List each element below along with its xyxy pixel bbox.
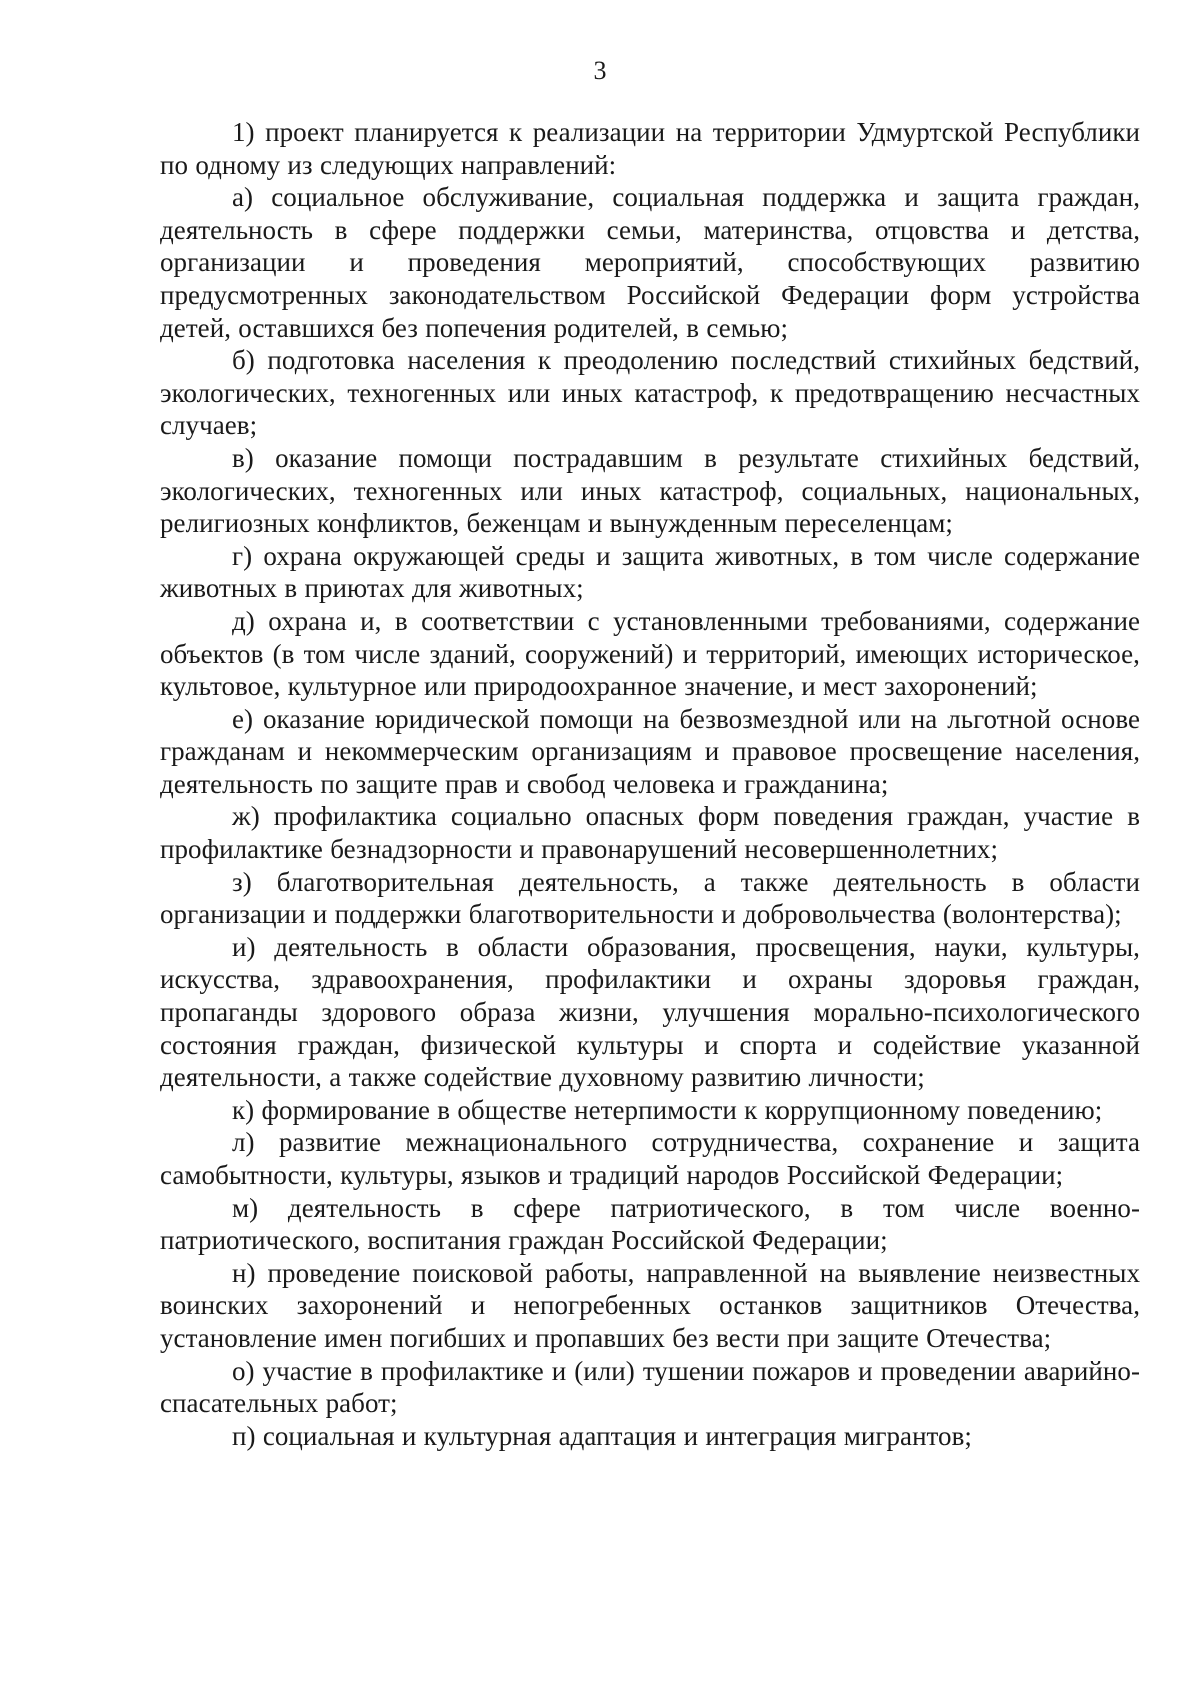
document-body	[160, 116, 1140, 1452]
list-item-b: б) подготовка населения к преодолению последствий стихийных бедствий, экологических, техногенных или иных катастроф, к предотвращению несчастных случаев;	[160, 345, 1140, 441]
list-item-k: к) формирование в обществе нетерпимости к коррупционному поведению;	[232, 1094, 1103, 1125]
page-number: 3	[593, 56, 607, 85]
list-item-p: п) социальная и культурная адаптация и интеграция мигрантов;	[232, 1420, 972, 1451]
list-item-e: е) оказание юридической помощи на безвозмездной или на льготной основе гражданам и некоммерческим организациям и правовое просвещение населения, деятельность по защите прав и свобод человека и гражданина;	[160, 703, 1140, 799]
list-item-z: з) благотворительная деятельность, а также деятельность в области организации и поддержки благотворительности и добровольчества (волонтерства);	[160, 866, 1140, 930]
list-item-g: г) охрана окружающей среды и защита животных, в том числе содержание животных в приютах для животных;	[160, 540, 1140, 604]
list-item-a: а) социальное обслуживание, социальная поддержка и защита граждан, деятельность в сфере поддержки семьи, материнства, отцовства и детства, организации и проведения мероприятий, способствующих развитию предусмотренных законодательством Российской Федерации форм устройства детей, оставшихся без попечения родителей, в семью;	[160, 182, 1140, 343]
list-item-o: о) участие в профилактике и (или) тушении пожаров и проведении аварийно-спасательных работ;	[160, 1355, 1140, 1419]
paragraph-intro: 1) проект планируется к реализации на территории Удмуртской Республики по одному из следующих направлений:	[160, 117, 1140, 180]
list-item-m: м) деятельность в сфере патриотического, в том числе военно-патриотического, воспитания граждан Российской Федерации;	[160, 1192, 1140, 1256]
list-item-zh: ж) профилактика социально опасных форм поведения граждан, участие в профилактике безнадзорности и правонарушений несовершеннолетних;	[160, 801, 1140, 865]
list-item-l: л) развитие межнационального сотрудничества, сохранение и защита самобытности, культуры, языков и традиций народов Российской Федерации;	[160, 1127, 1140, 1190]
list-item-v: в) оказание помощи пострадавшим в результате стихийных бедствий, экологических, техногенных или иных катастроф, социальных, национальных, религиозных конфликтов, беженцам и вынужденным переселенцам;	[160, 442, 1140, 539]
list-item-n: н) проведение поисковой работы, направленной на выявление неизвестных воинских захоронений и непогребенных останков защитников Отечества, установление имен погибших и пропавших без вести при защите Отечества;	[160, 1257, 1140, 1353]
list-item-d: д) охрана и, в соответствии с установленными требованиями, содержание объектов (в том числе зданий, сооружений) и территорий, имеющих историческое, культовое, культурное или природоохранное значение, и мест захоронений;	[160, 605, 1140, 702]
list-item-i: и) деятельность в области образования, просвещения, науки, культуры, искусства, здравоохранения, профилактики и охраны здоровья граждан, пропаганды здорового образа жизни, улучшения морально-психологического состояния граждан, физической культуры и спорта и содействие указанной деятельности, а также содействие духовному развитию личности;	[160, 931, 1140, 1093]
